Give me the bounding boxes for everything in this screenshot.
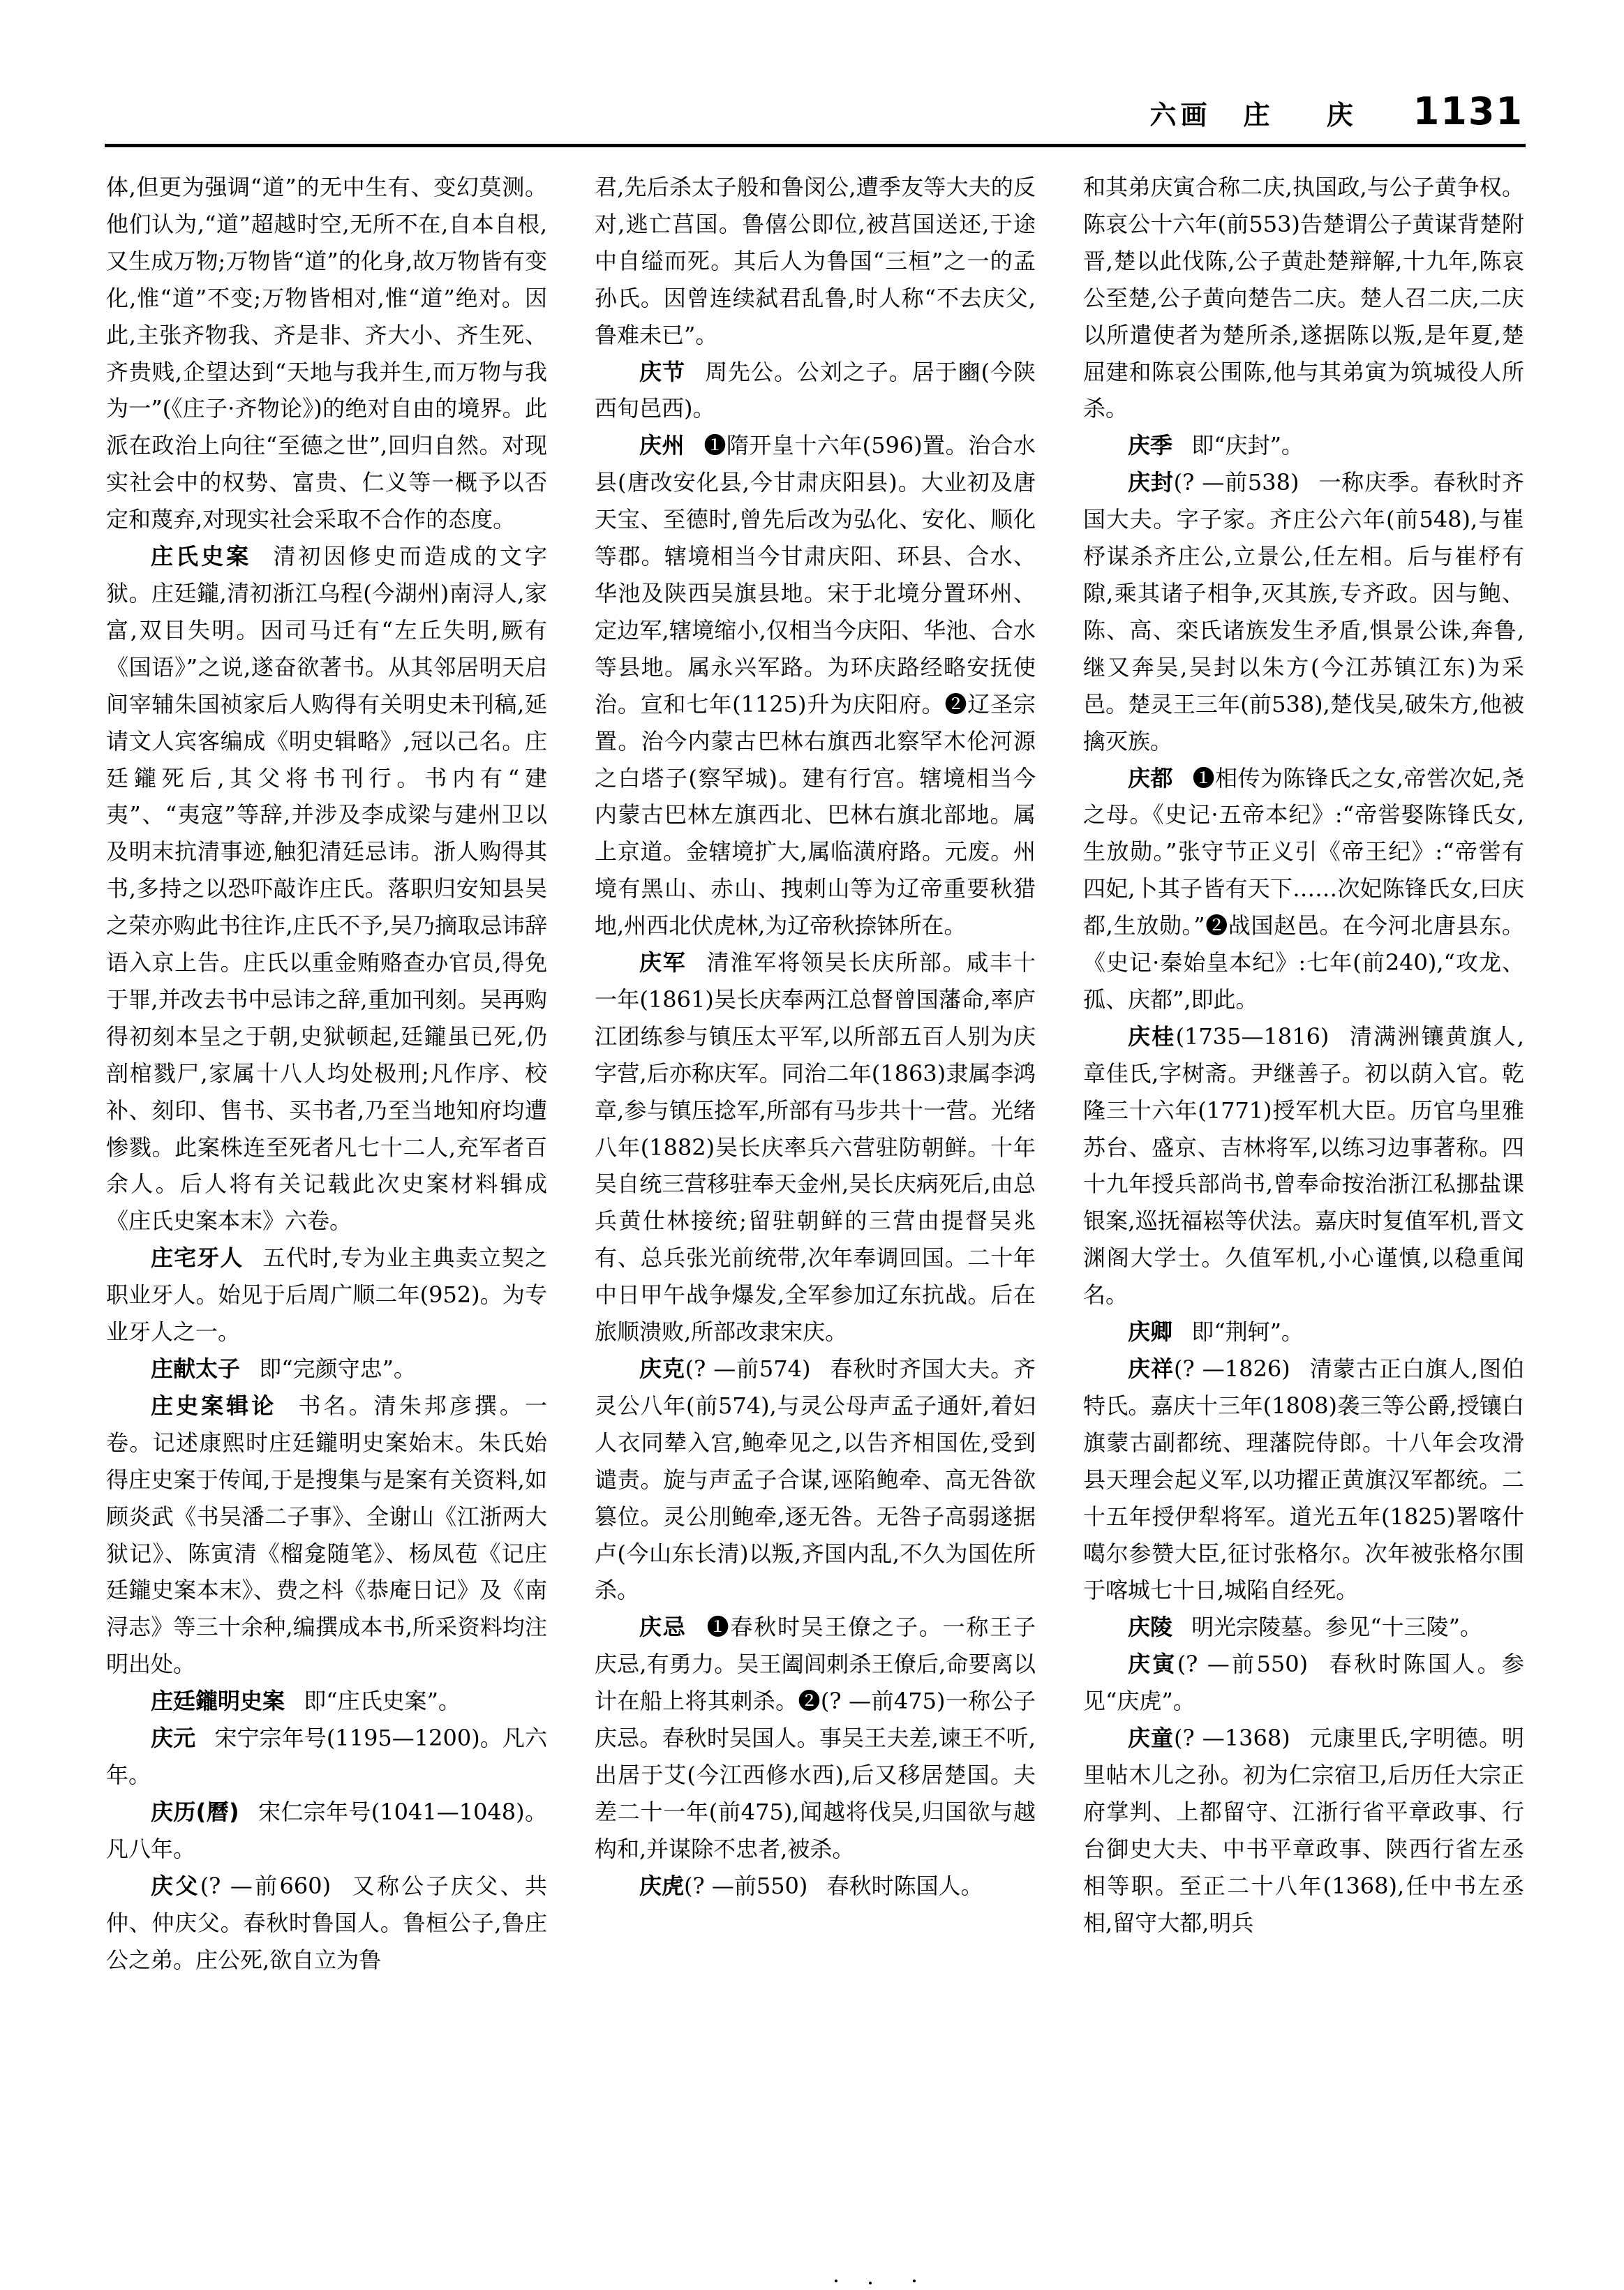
- entry-headword: 庆卿: [1128, 1318, 1173, 1346]
- entry-headword: 庆忌: [639, 1614, 687, 1641]
- entry-definition: 五代时,专为业主典卖立契之职业牙人。始见于后周广顺二年(952)。为专业牙人之一。: [106, 1244, 547, 1346]
- entry-definition: 春秋时陈国人。: [826, 1872, 983, 1899]
- entry-headword: 庄廷鑨明史案: [151, 1688, 285, 1715]
- entry-headword: 庆节: [639, 358, 685, 385]
- entry-headword: 庆父: [151, 1872, 200, 1899]
- entry-definition: 明光宗陵墓。参见“十三陵”。: [1191, 1614, 1482, 1641]
- entry-definition: 即“完颜守忠”。: [259, 1355, 416, 1382]
- entry-definition: 清淮军将领吴长庆所部。咸丰十一年(1861)吴长庆奉两江总督曾国藩命,率庐江团练参与镇压太平军,以所部五百人别为庆字营,后亦称庆军。同治二年(1863)隶属李鸿章,参与镇压捻军,所部有马步共十一营。光绪八年(1882)吴长庆率兵六营驻防朝鲜。十年吴自统三营移驻奉天金州,吴长庆病死后,由总兵黄仕林接统;留驻朝鲜的三营由提督吴兆有、总兵张光前统带,次年奉调回国。二十年中日甲午战争爆发,全军参加辽东抗战。后在旅顺溃败,所部改隶宋庆。: [595, 949, 1036, 1346]
- dictionary-entry: [595, 1351, 1036, 1609]
- entry-definition: 书名。清朱邦彦撰。一卷。记述康熙时庄廷鑨明史案始末。朱氏始得庄史案于传闻,于是搜集与是案有关资料,如顾炎武《书吴潘二子事》、全谢山《江浙两大狱记》、陈寅清《榴龛随笔》、杨凤苞《记庄廷鑨史案本末》、费之枓《恭庵日记》及《南浔志》等三十余种,编撰成本书,所采资料均注明出处。: [106, 1392, 547, 1678]
- entry-dates: (? —前550): [1177, 1651, 1309, 1678]
- entry-headword: 庆历(曆): [151, 1798, 239, 1825]
- dictionary-entry: [595, 1868, 1036, 1905]
- entry-definition: 一称庆季。春秋时齐国大夫。字子家。齐庄公六年(前548),与崔杼谋杀齐庄公,立景公,任左相。后与崔杼有隙,乘其诸子相争,灭其族,专齐政。因与鲍、陈、高、栾氏诸族发生矛盾,惧景公诛,奔鲁,继又奔吴,吴封以朱方(今江苏镇江东)为采邑。楚灵王三年(前538),楚伐吴,破朱方,他被擒灭族。: [1083, 469, 1524, 754]
- text-columns: [106, 169, 1524, 2130]
- running-head: [1149, 89, 1524, 133]
- dictionary-entry: [1083, 1314, 1524, 1351]
- dictionary-entry: [1083, 464, 1524, 759]
- entry-definition: 清蒙古正白旗人,图伯特氏。嘉庆十三年(1808)袭三等公爵,授镶白旗蒙古副都统、理藩院侍郎。十八年会攻滑县天理会起义军,以功擢正黄旗汉军都统。二十五年授伊犁将军。道光五年(1825)署喀什噶尔参赞大臣,征讨张格尔。次年被张格尔围于喀城七十日,城陷自经死。: [1083, 1355, 1524, 1604]
- entry-definition: ❶隋开皇十六年(596)置。治合水县(唐改安化县,今甘肃庆阳县)。大业初及唐天宝、至德时,曾先后改为弘化、安化、顺化等郡。辖境相当今甘肃庆阳、环县、合水、华池及陕西吴旗县地。宋于北境分置环州、定边军,辖境缩小,仅相当今庆阳、华池、合水等县地。属永兴军路。为环庆路经略安抚使治。宣和七年(1125)升为庆阳府。❷辽圣宗置。治今内蒙古巴林右旗西北察罕木伦河源之白塔子(察罕城)。建有行宫。辖境相当今内蒙古巴林左旗西北、巴林右旗北部地。属上京道。金辖境扩大,属临潢府路。元废。州境有黑山、赤山、拽刺山等为辽帝重要秋猎地,州西北伏虎林,为辽帝秋捺钵所在。: [595, 432, 1036, 939]
- text-column-1: [106, 169, 547, 2130]
- entry-definition: 宋仁宗年号(1041—1048)。凡八年。: [106, 1798, 547, 1862]
- entry-definition: 宋宁宗年号(1195—1200)。凡六年。: [106, 1725, 547, 1788]
- dictionary-entry: [1083, 1720, 1524, 1941]
- entry-headword: 庄史案辑论: [151, 1392, 277, 1419]
- continuation-paragraph: [106, 169, 547, 538]
- text-column-3: [1083, 169, 1524, 2130]
- entry-definition: 清满洲镶黄旗人,章佳氏,字树斋。尹继善子。初以荫入官。乾隆三十六年(1771)授军机大臣。历官乌里雅苏台、盛京、吉林将军,以练习边事著称。四十九年授兵部尚书,曾奉命按治浙江私挪盐课银案,巡抚福崧等伏法。嘉庆时复值军机,晋文渊阁大学士。久值军机,小心谨慎,以稳重闻名。: [1083, 1023, 1524, 1309]
- scan-speck: [835, 2280, 837, 2282]
- entry-headword: 庄氏史案: [151, 543, 252, 570]
- dictionary-entry: [106, 1388, 547, 1683]
- dictionary-entry: [595, 354, 1036, 428]
- dictionary-entry: [595, 1609, 1036, 1867]
- entry-definition: 周先公。公刘之子。居于豳(今陕西旬邑西)。: [595, 358, 1036, 422]
- scan-speck: [913, 2280, 916, 2282]
- entry-range-label: 庄 庆: [1243, 99, 1377, 131]
- entry-dates: (? —1368): [1173, 1725, 1290, 1752]
- dictionary-entry: [106, 1720, 547, 1794]
- entry-dates: (? —前574): [685, 1355, 811, 1382]
- continuation-text: 君,先后杀太子般和鲁闵公,遭季友等大夫的反对,逃亡莒国。鲁僖公即位,被莒国送还,于途中自缢而死。其后人为鲁国“三桓”之一的孟孙氏。因曾连续弑君乱鲁,时人称“不去庆父,鲁难未已”。: [595, 174, 1036, 348]
- dictionary-entry: [595, 427, 1036, 944]
- continuation-text: 体,但更为强调“道”的无中生有、变幻莫测。他们认为,“道”超越时空,无所不在,自本自根,又生成万物;万物皆“道”的化身,故万物皆有变化,惟“道”不变;万物皆相对,惟“道”绝对。因此,主张齐物我、齐是非、齐大小、齐生死、齐贵贱,企望达到“天地与我并生,而万物与我为一”(《庄子·齐物论》)的绝对自由的境界。此派在政治上向往“至德之世”,回归自然。对现实社会中的权势、富贵、仁义等一概予以否定和蔑弃,对现实社会采取不合作的态度。: [106, 174, 547, 533]
- entry-headword: 庆童: [1128, 1725, 1174, 1752]
- entry-definition: ❶春秋时吴王僚之子。一称王子庆忌,有勇力。吴王阖闾刺杀王僚后,命要离以计在船上将其刺杀。❷(? —前475)一称公子庆忌。春秋时吴国人。事吴王夫差,谏王不听,出居于艾(今江西修水西),后又移居楚国。夫差二十一年(前475),闻越将伐吴,归国欲与越构和,并谋除不忠者,被杀。: [595, 1614, 1036, 1862]
- entry-definition: 即“庆封”。: [1191, 432, 1304, 459]
- entry-dates: (? —1826): [1173, 1355, 1290, 1382]
- entry-headword: 庆军: [639, 949, 687, 976]
- entry-dates: (? —前538): [1173, 469, 1299, 496]
- entry-definition: 清初因修史而造成的文字狱。庄廷鑨,清初浙江乌程(今湖州)南浔人,家富,双目失明。因司马迁有“左丘失明,厥有《国语》”之说,遂奋欲著书。从其邻居明天启间宰辅朱国祯家后人购得有关明史未刊稿,延请文人宾客编成《明史辑略》,冠以己名。庄廷鑨死后,其父将书刊行。书内有“建夷”、“夷寇”等辞,并涉及李成梁与建州卫以及明末抗清事迹,触犯清廷忌讳。浙人购得其书,多持之以恐吓敲诈庄氏。落职归安知县吴之荣亦购此书往诈,庄氏不予,吴乃摘取忌讳辞语入京上告。庄氏以重金贿赂查办官员,得免于罪,并改去书中忌讳之辞,重加刊刻。吴再购得初刻本呈之于朝,史狱顿起,廷鑨虽已死,仍剖棺戮尸,家属十八人均处极刑;凡作序、校补、刻印、售书、买书者,乃至当地知府均遭惨戮。此案株连至死者凡七十二人,充军者百余人。后人将有关记载此次史案材料辑成《庄氏史案本末》六卷。: [106, 543, 547, 1235]
- dictionary-entry: [1083, 427, 1524, 464]
- dictionary-entry: [595, 944, 1036, 1351]
- continuation-text: 和其弟庆寅合称二庆,执国政,与公子黄争权。陈哀公十六年(前553)告楚谓公子黄谋背楚附晋,楚以此伐陈,公子黄赴楚辩解,十九年,陈哀公至楚,公子黄向楚告二庆。楚人召二庆,二庆以所遣使者为楚所杀,遂据陈以叛,是年夏,楚屈建和陈哀公围陈,他与其弟寅为筑城役人所杀。: [1083, 174, 1524, 422]
- dictionary-entry: [106, 1240, 547, 1351]
- scan-speck: [869, 2282, 872, 2284]
- header-rule: [105, 144, 1526, 147]
- entry-headword: 庆州: [639, 432, 685, 459]
- entry-dates: (? —前660): [200, 1872, 331, 1899]
- stroke-section-label: 六画: [1149, 99, 1212, 131]
- entry-definition: 即“荆轲”。: [1191, 1318, 1304, 1346]
- entry-headword: 庆克: [639, 1355, 685, 1382]
- entry-headword: 庆桂: [1128, 1023, 1176, 1050]
- continuation-paragraph: [1083, 169, 1524, 427]
- entry-headword: 庆寅: [1128, 1651, 1177, 1678]
- dictionary-entry: [106, 1868, 547, 1979]
- entry-definition: 春秋时齐国大夫。齐灵公八年(前574),与灵公母声孟子通奸,着妇人衣同辇入宫,鲍牵见之,以告齐相国佐,受到谴责。旋与声孟子合谋,诬陷鲍牵、高无咎欲篡位。灵公刖鲍牵,逐无咎。无咎子高弱遂据卢(今山东长清)以叛,齐国内乱,不久为国佐所杀。: [595, 1355, 1036, 1604]
- dictionary-entry: [106, 1351, 547, 1388]
- entry-headword: 庆祥: [1128, 1355, 1174, 1382]
- entry-definition: ❶相传为陈锋氏之女,帝喾次妃,尧之母。《史记·五帝本纪》:“帝喾娶陈锋氏女,生放勋。”张守节正义引《帝王纪》:“帝喾有四妃,卜其子皆有天下……次妃陈锋氏女,曰庆都,生放勋。”❷战国赵邑。在今河北唐县东。《史记·秦始皇本纪》:七年(前240),“攻龙、孤、庆都”,即此。: [1083, 764, 1524, 1013]
- entry-dates: (1735—1816): [1175, 1023, 1329, 1050]
- entry-definition: 春秋时陈国人。参见“庆虎”。: [1083, 1651, 1524, 1715]
- entry-definition: 元康里氏,字明德。明里帖木儿之孙。初为仁宗宿卫,后历任大宗正府掌判、上都留守、江浙行省平章政事、行台御史大夫、中书平章政事、陕西行省左丞相等职。至正二十八年(1368),任中书左丞相,留守大都,明兵: [1083, 1725, 1524, 1936]
- entry-headword: 庆元: [151, 1725, 196, 1752]
- dictionary-entry: [1083, 1018, 1524, 1314]
- entry-headword: 庄宅牙人: [151, 1244, 244, 1272]
- entry-headword: 庄献太子: [151, 1355, 241, 1382]
- entry-headword: 庆季: [1128, 432, 1173, 459]
- dictionary-entry: [106, 1794, 547, 1868]
- dictionary-entry: [1083, 1646, 1524, 1720]
- entry-headword: 庆虎: [639, 1872, 685, 1899]
- entry-definition: 即“庄氏史案”。: [304, 1688, 461, 1715]
- entry-headword: 庆都: [1128, 764, 1173, 791]
- dictionary-entry: [106, 538, 547, 1240]
- entry-dates: (? —前550): [684, 1872, 808, 1899]
- dictionary-entry: [1083, 1351, 1524, 1609]
- entry-headword: 庆陵: [1128, 1614, 1173, 1641]
- entry-headword: 庆封: [1128, 469, 1174, 496]
- dictionary-entry: [1083, 1609, 1524, 1646]
- text-column-2: [595, 169, 1036, 2130]
- dictionary-entry: [1083, 760, 1524, 1018]
- page-number: 1131: [1413, 89, 1524, 133]
- entry-definition: 又称公子庆父、共仲、仲庆父。春秋时鲁国人。鲁桓公子,鲁庄公之弟。庄公死,欲自立为鲁: [106, 1872, 547, 1973]
- continuation-paragraph: [595, 169, 1036, 354]
- dictionary-entry: [106, 1683, 547, 1720]
